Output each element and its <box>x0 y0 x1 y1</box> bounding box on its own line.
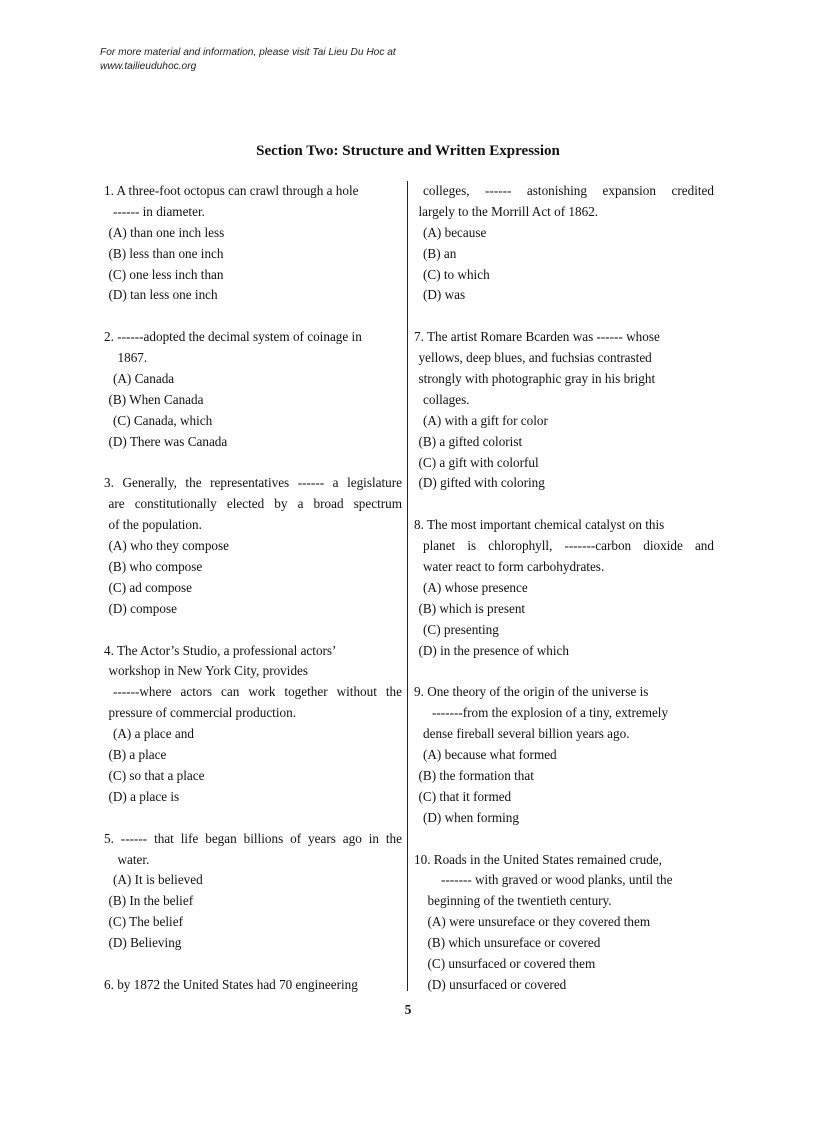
question-line: 1867. <box>117 350 148 366</box>
question-line: (A) whose presence <box>423 579 528 595</box>
question-line: (B) who compose <box>108 559 203 575</box>
question-line: of the population. <box>108 517 202 533</box>
header-line-1: For more material and information, please visit Tai Lieu Du Hoc at <box>100 47 396 58</box>
question-line: workshop in New York City, provides <box>108 663 309 679</box>
question-line: (B) In the belief <box>108 893 194 909</box>
question-line: planet is chlorophyll, -------carbon dioxide and <box>423 538 714 554</box>
section-title: Section Two: Structure and Written Expression <box>256 143 560 159</box>
question-line: yellows, deep blues, and fuchsias contrasted <box>418 350 652 366</box>
question-line: (C) to which <box>423 266 490 282</box>
paragraph-gap <box>104 453 402 474</box>
question-line: strongly with photographic gray in his bright <box>418 371 656 387</box>
question-line: (B) an <box>423 245 457 261</box>
question-line: 7. The artist Romare Bcarden was ------ whose <box>414 329 660 345</box>
question-line: collages. <box>423 391 470 407</box>
question-line: (A) were unsureface or they covered them <box>427 914 651 930</box>
question-line: 10. Roads in the United States remained crude, <box>414 851 662 867</box>
question-line: dense fireball several billion years ago. <box>423 726 630 742</box>
question-line: (B) a place <box>108 747 167 763</box>
question-line: (B) a gifted colorist <box>418 433 523 449</box>
paragraph-gap <box>104 954 402 975</box>
question-line: (A) Canada <box>113 371 175 387</box>
question-line: (D) a place is <box>108 788 180 804</box>
question-line: 3. Generally, the representatives ------ a legislature <box>104 475 402 491</box>
question-line: (C) that it formed <box>418 788 512 804</box>
paragraph-gap <box>414 494 714 515</box>
question-line: (C) one less inch than <box>108 266 224 282</box>
column-divider <box>407 181 408 991</box>
question-line: (D) tan less one inch <box>108 287 218 303</box>
question-line: (D) gifted with coloring <box>418 475 545 491</box>
paragraph-gap <box>414 829 714 850</box>
question-line: ------- with graved or wood planks, until the <box>441 872 673 888</box>
question-line: (B) which unsureface or covered <box>427 935 601 951</box>
question-line: ------ in diameter. <box>113 203 205 219</box>
paragraph-gap <box>414 306 714 327</box>
question-line: 9. One theory of the origin of the universe is <box>414 684 649 700</box>
question-line: -------from the explosion of a tiny, extremely <box>432 705 669 721</box>
paragraph-gap <box>104 306 402 327</box>
question-line: 2. ------adopted the decimal system of coinage in <box>104 329 362 345</box>
paragraph-gap <box>414 661 714 682</box>
question-line: (A) with a gift for color <box>423 412 548 428</box>
right-column <box>414 181 714 996</box>
question-line: (B) less than one inch <box>108 245 224 261</box>
question-line: 1. A three-foot octopus can crawl through a hole <box>104 183 359 198</box>
question-line: (A) a place and <box>113 726 194 742</box>
question-line: largely to the Morrill Act of 1862. <box>418 203 599 219</box>
question-line: (C) The belief <box>108 914 183 930</box>
question-line: (D) unsurfaced or covered <box>427 976 567 992</box>
question-line: pressure of commercial production. <box>108 705 296 721</box>
question-line: (C) ad compose <box>108 579 192 595</box>
question-line: water react to form carbohydrates. <box>423 559 605 575</box>
question-line: (A) than one inch less <box>108 224 225 240</box>
question-line: (D) was <box>423 287 466 303</box>
left-column <box>104 181 402 996</box>
question-line: (A) because <box>423 224 487 240</box>
paragraph-gap <box>104 808 402 829</box>
question-line: (C) a gift with colorful <box>418 454 539 470</box>
question-line: (D) in the presence of which <box>418 642 569 658</box>
header-url: www.tailieuduhoc.org <box>100 61 197 72</box>
page-number: 5 <box>404 1002 412 1017</box>
question-line: 6. by 1872 the United States had 70 engineering <box>104 976 358 992</box>
page-header <box>100 46 396 74</box>
question-line: (C) so that a place <box>108 767 205 783</box>
question-line: 4. The Actor’s Studio, a professional actors’ <box>104 642 337 658</box>
question-line: water. <box>117 851 150 867</box>
question-line: (C) presenting <box>423 621 499 637</box>
question-line: ------where actors can work together without the <box>113 684 402 700</box>
paragraph-gap <box>104 620 402 641</box>
question-line: (C) Canada, which <box>113 412 213 428</box>
question-line: 5. ------ that life began billions of years ago in the <box>104 830 402 846</box>
question-line: (D) when forming <box>423 809 519 825</box>
question-line: colleges, ------ astonishing expansion credited <box>423 183 714 198</box>
question-line: (D) compose <box>108 600 177 616</box>
question-line: (D) There was Canada <box>108 433 228 449</box>
question-line: beginning of the twentieth century. <box>427 893 612 909</box>
question-line: (A) because what formed <box>423 747 557 763</box>
question-line: (D) Believing <box>108 935 182 951</box>
question-line: 8. The most important chemical catalyst on this <box>414 517 665 533</box>
question-line: (B) which is present <box>418 600 526 616</box>
question-line: (B) the formation that <box>418 767 534 783</box>
question-line: (A) It is believed <box>113 872 203 888</box>
question-line: (A) who they compose <box>108 538 229 554</box>
question-line: (C) unsurfaced or covered them <box>427 955 596 971</box>
question-line: are constitutionally elected by a broad spectrum <box>108 496 402 512</box>
question-line: (B) When Canada <box>108 391 204 407</box>
